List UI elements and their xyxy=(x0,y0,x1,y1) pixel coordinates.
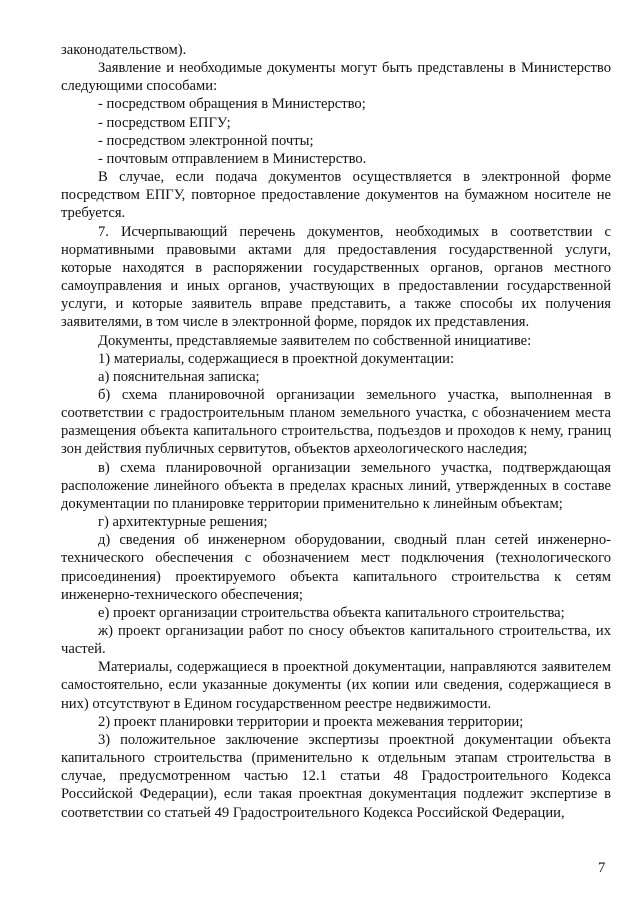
paragraph-section-7: 7. Исчерпывающий перечень документов, необходимых в соответствии с нормативными правовыми актами для предоставления государственной услуги, которые находятся в распоряжении государственных органов, органов местного самоуправления и иных органов, участвующих в предоставлении государственной услуги, и которые заявитель вправе представить, а также способы их получения заявителями, в том числе в электронной форме, порядок их представления. xyxy=(61,223,611,331)
list-item-ministry-visit: - посредством обращения в Министерство; xyxy=(98,96,366,113)
list-item-1: 1) материалы, содержащиеся в проектной документации: xyxy=(98,350,455,367)
list-item-a: а) пояснительная записка; xyxy=(98,368,260,385)
list-item-email: - посредством электронной почты; xyxy=(98,132,314,149)
paragraph-continuation: законодательством). xyxy=(61,42,187,58)
page-number: 7 xyxy=(598,860,606,876)
list-item-b: б) схема планировочной организации земельного участка, выполненная в соответствии с градостроительным планом земельного участка, с обозначением места размещения объекта капитального строительства, подъездов и проходов к нему, границ зон действия публичных сервитутов, объектов археологического наследия; xyxy=(61,386,611,458)
list-item-e: е) проект организации строительства объекта капитального строительства; xyxy=(98,604,565,621)
document-body xyxy=(61,41,611,822)
paragraph-submission-methods: Заявление и необходимые документы могут быть представлены в Министерство следующими способами: xyxy=(61,60,611,95)
list-item-3: 3) положительное заключение экспертизы проектной документации объекта капитального строительства (применительно к отдельным этапам строительства в случае, предусмотренном частью 12.1 статьи 48 Градостроительного Кодекса Российской Федерации), если такая проектная документация подлежит экспертизе в соответствии со статьей 49 Градостроительного Кодекса Российской Федерации, xyxy=(61,731,611,821)
list-item-g: г) архитектурные решения; xyxy=(98,514,268,531)
list-item-zh: ж) проект организации работ по сносу объектов капитального строительства, их частей. xyxy=(61,623,611,658)
paragraph-electronic-submission: В случае, если подача документов осуществляется в электронной форме посредством ЕПГУ, повторное предоставление документов на бумажном носителе не требуется. xyxy=(61,169,611,222)
list-item-v: в) схема планировочной организации земельного участка, подтверждающая расположение линейного объекта в пределах красных линий, утвержденных в составе документации по планировке территории применительно к линейным объектам; xyxy=(61,459,611,512)
list-item-d: д) сведения об инженерном оборудовании, сводный план сетей инженерно-технического обеспечения с обозначением мест подключения (технологического присоединения) проектируемого объекта капитального строительства к сетям инженерно-технического обеспечения; xyxy=(61,532,611,603)
paragraph-own-initiative: Документы, представляемые заявителем по собственной инициативе: xyxy=(98,332,532,349)
list-item-epgu: - посредством ЕПГУ; xyxy=(98,114,231,131)
paragraph-materials-note: Материалы, содержащиеся в проектной документации, направляются заявителем самостоятельно, если указанные документы (их копии или сведения, содержащиеся в них) отсутствуют в Едином государственном реестре недвижимости. xyxy=(61,659,611,712)
list-item-post: - почтовым отправлением в Министерство. xyxy=(98,150,367,167)
list-item-2: 2) проект планировки территории и проекта межевания территории; xyxy=(98,713,524,730)
